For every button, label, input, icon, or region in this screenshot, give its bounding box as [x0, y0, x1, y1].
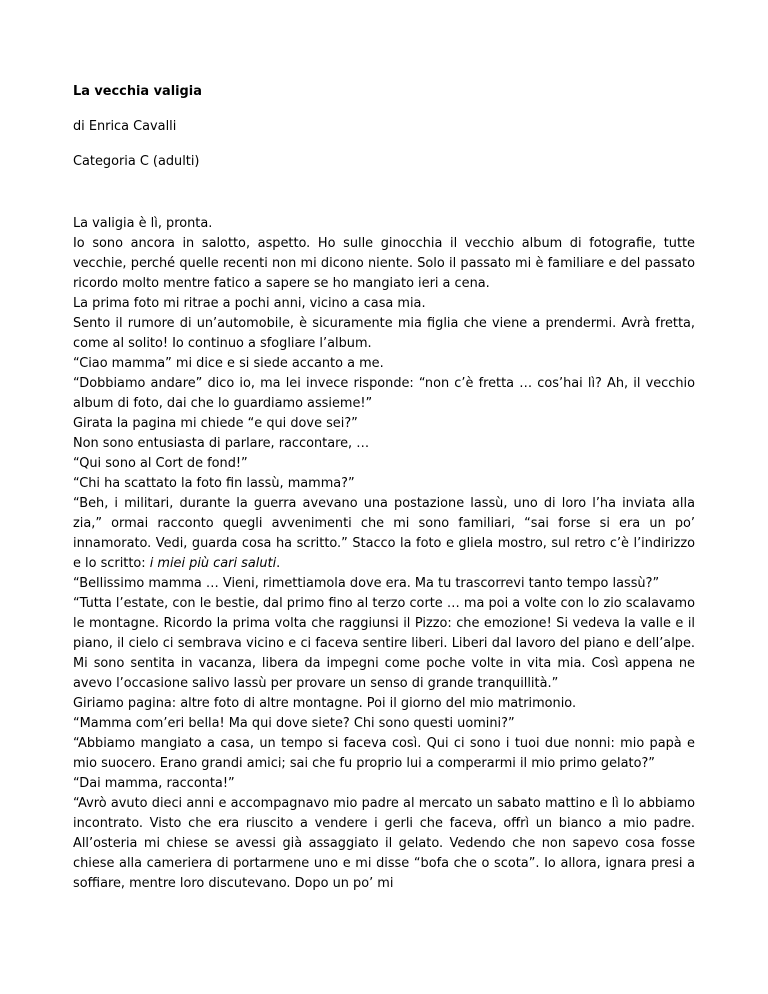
- paragraph: La valigia è lì, pronta.: [73, 216, 213, 231]
- paragraph: “Bellissimo mamma … Vieni, rimettiamola dove era. Ma tu trascorrevi tanto tempo lassù?”: [73, 576, 660, 591]
- document-title: La vecchia valigia: [73, 84, 202, 99]
- paragraph: Girata la pagina mi chiede “e qui dove sei?”: [73, 416, 358, 431]
- author-line: di Enrica Cavalli: [73, 119, 177, 134]
- paragraph: Non sono entusiasta di parlare, raccontare, …: [73, 436, 370, 451]
- paragraph: “Qui sono al Cort de fond!”: [73, 456, 248, 471]
- paragraph: “Chi ha scattato la foto fin lassù, mamma?”: [73, 476, 355, 491]
- paragraph: La prima foto mi ritrae a pochi anni, vicino a casa mia.: [73, 296, 426, 311]
- postcard-inscription: i miei più cari saluti: [149, 556, 277, 571]
- paragraph: Sento il rumore di un’automobile, è sicuramente mia figlia che viene a prendermi. Avrà fretta, come al solito! Io continuo a sfogliare l’album.: [73, 316, 695, 351]
- story-body: [73, 214, 695, 894]
- paragraph: “Avrò avuto dieci anni e accompagnavo mio padre al mercato un sabato mattino e lì lo abbiamo incontrato. Visto che era riuscito a vendere i gerli che faceva, offrì un bianco a mio padre. All’osteria mi chiese se avessi già assaggiato il gelato. Vedendo che non sapevo cosa fosse chiese alla cameriera di portarmene uno e mi disse “bofa che o scota”. Io allora, ignara presi a soffiare, mentre loro discutevano. Dopo un po’ mi: [73, 796, 695, 891]
- paragraph: “Abbiamo mangiato a casa, un tempo si faceva così. Qui ci sono i tuoi due nonni: mio papà e mio suocero. Erano grandi amici; sai che fu proprio lui a comperarmi il mio primo gelato?”: [73, 736, 695, 771]
- paragraph-text: “Beh, i militari, durante la guerra avevano una postazione lassù, uno di loro l’ha inviata alla zia,” ormai racconto quegli avvenimenti che mi sono familiari, “sai forse si era un po’ innamorato. Vedi, guarda cosa ha scritto.” Stacco la foto e gliela mostro, sul retro c’è l’indirizzo e lo scritto:: [73, 496, 695, 571]
- paragraph-with-quote: [73, 494, 695, 574]
- paragraph-text: .: [276, 556, 281, 571]
- paragraph: “Dai mamma, racconta!”: [73, 776, 235, 791]
- paragraph: Giriamo pagina: altre foto di altre montagne. Poi il giorno del mio matrimonio.: [73, 696, 577, 711]
- paragraph: “Tutta l’estate, con le bestie, dal primo fino al terzo corte … ma poi a volte con lo zio scalavamo le montagne. Ricordo la prima volta che raggiunsi il Pizzo: che emozione! Si vedeva la valle e il piano, il cielo ci sembrava vicino e ci faceva sentire liberi. Liberi dal lavoro del piano e dell’alpe. Mi sono sentita in vacanza, libera da impegni come poche volte in vita mia. Così appena ne avevo l’occasione salivo lassù per provare un senso di grande tranquillità.”: [73, 596, 695, 691]
- paragraph: Io sono ancora in salotto, aspetto. Ho sulle ginocchia il vecchio album di fotografie, tutte vecchie, perché quelle recenti non mi dicono niente. Solo il passato mi è familiare e del passato ricordo molto mentre fatico a sapere se ho mangiato ieri a cena.: [73, 236, 695, 291]
- paragraph: “Ciao mamma” mi dice e si siede accanto a me.: [73, 356, 384, 371]
- paragraph: “Mamma com’eri bella! Ma qui dove siete? Chi sono questi uomini?”: [73, 716, 515, 731]
- paragraph: “Dobbiamo andare” dico io, ma lei invece risponde: “non c’è fretta … cos’hai lì? Ah, il vecchio album di foto, dai che lo guardiamo assieme!”: [73, 376, 695, 411]
- category-line: Categoria C (adulti): [73, 154, 200, 169]
- document-page: [73, 82, 695, 894]
- section-spacer: [73, 187, 695, 214]
